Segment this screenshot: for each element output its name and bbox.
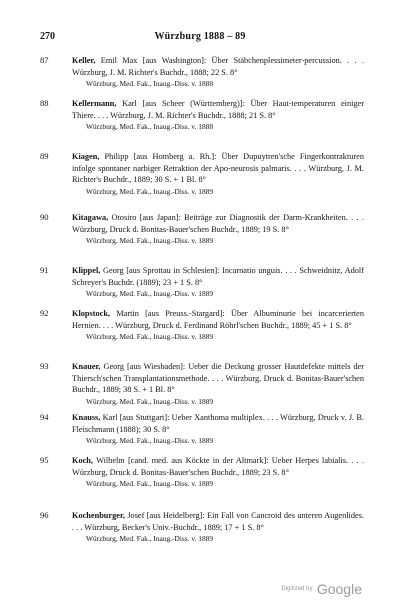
entry-text [72,212,364,235]
google-logo: Google [316,580,362,597]
entry-text [72,361,364,396]
faculty-line: Würzburg, Med. Fak., Inaug.-Diss. v. 1889 [86,396,214,406]
dissertation-entry [40,412,364,446]
entry-text [72,308,364,331]
entry-text [72,412,364,435]
entry-number: 95 [40,455,49,465]
author-name: Kochenburger, [72,511,125,520]
entry-description: Martin [aus Preuss.-Stargard]: Über Albuminurie bei incarcerierten Hernien. . . . Würzburg, Druck d. Ferdinand Röhrl'schen Buchdr., 1889; 45 + 1 S. 8° [72,309,364,330]
faculty-line: Würzburg, Med. Fak., Inaug.-Diss. v. 1889 [86,289,214,299]
author-name: Klopstock, [72,309,111,318]
entry-description: Philipp [aus Homberg a. Rh.]: Über Dupuytren'sche Fingerkontrakturen infolge spontaner narbiger Retraktion der Apo-neurosis palmaris. . . . Würzburg, J. M. Richter's Buchdr., 1889; 30 S. + 1 Bl. 8° [72,152,364,185]
dissertation-entry [40,98,364,132]
entry-number: 90 [40,212,49,222]
faculty-line: Würzburg, Med. Fak., Inaug.-Diss. v. 1889 [86,332,214,342]
entry-number: 88 [40,98,49,108]
page-number: 270 [40,31,55,42]
entry-text [72,151,364,186]
author-name: Klippel, [72,266,101,275]
faculty-line: Würzburg, Med. Fak., Inaug.-Diss. v. 1889 [86,534,214,544]
entry-description: Josef [aus Heidelberg]: Ein Fall von Cancroid des unteren Augenlides. . . . Würzburg, Becker's Univ.-Buchdr., 1889; 17 + 1 S. 8° [72,511,364,532]
faculty-line: Würzburg, Med. Fak., Inaug.-Diss. v. 1888 [86,79,214,89]
author-name: Knauss, [72,413,101,422]
faculty-line: Würzburg, Med. Fak., Inaug.-Diss. v. 1889 [86,236,214,246]
dissertation-entry [40,361,364,407]
entry-description: Wilhelm [cand. med. aus Köckte in der Altmark]: Ueber Herpes labialis. . . . Würzburg, Druck d. Bonitas-Bauer'schen Buchdr., 1889; 23 S. 8° [72,456,364,477]
dissertation-entry [40,265,364,299]
entry-number: 92 [40,308,49,318]
entry-text [72,265,364,288]
entry-number: 91 [40,265,49,275]
digitized-watermark [281,580,362,598]
faculty-line: Würzburg, Med. Fak., Inaug.-Diss. v. 1889 [86,436,214,446]
entry-description: Georg [aus Sprottau in Schlesien]: Incarnatio unguis. . . . Schweidnitz, Adolf Schreyer's Buchdr. (1889); 23 + 1 S. 8° [72,266,364,287]
entry-description: Karl [aus Stuttgart]: Ueber Xanthoma multiplex. . . . Würzburg, Druck v. J. B. Fleischmann (1888); 30 S. 8° [72,413,364,434]
dissertation-entry [40,212,364,246]
author-name: Koch, [72,456,93,465]
dissertation-entry [40,55,364,89]
dissertation-entry [40,510,364,544]
faculty-line: Würzburg, Med. Fak., Inaug.-Diss. v. 1888 [86,122,214,132]
entry-description: Otosiro [aus Japan]: Beiträge zur Diagnostik der Darm-Krankheiten. . . . Würzburg, Druck d. Bonitas-Bauer'schen Buchdr., 1889; 19 S. 8° [72,213,364,234]
digitized-by-text: Digitized by [281,585,313,592]
entry-text [72,98,364,121]
dissertation-entry [40,151,364,197]
entry-text [72,510,364,533]
entry-number: 89 [40,151,49,161]
author-name: Kitagawa, [72,213,109,222]
faculty-line: Würzburg, Med. Fak., Inaug.-Diss. v. 1889 [86,479,214,489]
entry-number: 96 [40,510,49,520]
dissertation-entry [40,455,364,489]
author-name: Kiagen, [72,152,100,161]
entry-number: 94 [40,412,49,422]
entry-number: 87 [40,55,49,65]
entry-number: 93 [40,361,49,371]
author-name: Keller, [72,56,96,65]
faculty-line: Würzburg, Med. Fak., Inaug.-Diss. v. 1889 [86,186,214,196]
entry-description: Georg [aus Wiesbaden]: Ueber die Deckung grosser Hautdefekte mittels der Thiersch'schen Transplantationsmethode. . . . Würzburg, Druck d. Bonitas-Bauer'schen Buchdr., 1889; 38 S. + 1 Bl. 8° [72,362,364,395]
entry-text [72,455,364,478]
running-title: Würzburg 1888 – 89 [154,31,246,42]
entry-description: Emil Max [aus Washington]: Über Stäbchenplessimeter-percussion. . . . Würzburg, J. M. Richter's Buchdr., 1888; 22 S. 8° [72,56,364,77]
dissertation-entry [40,308,364,342]
author-name: Knauer, [72,362,101,371]
entry-description: Karl [aus Scheer (Württemberg)]: Über Haut-temperaturen einiger Thiere. . . . Würzburg, J. M. Richter's Buchdr., 1888; 21 S. 8° [72,99,364,120]
entry-text [72,55,364,78]
page-header [40,31,360,45]
author-name: Kellermann, [72,99,117,108]
